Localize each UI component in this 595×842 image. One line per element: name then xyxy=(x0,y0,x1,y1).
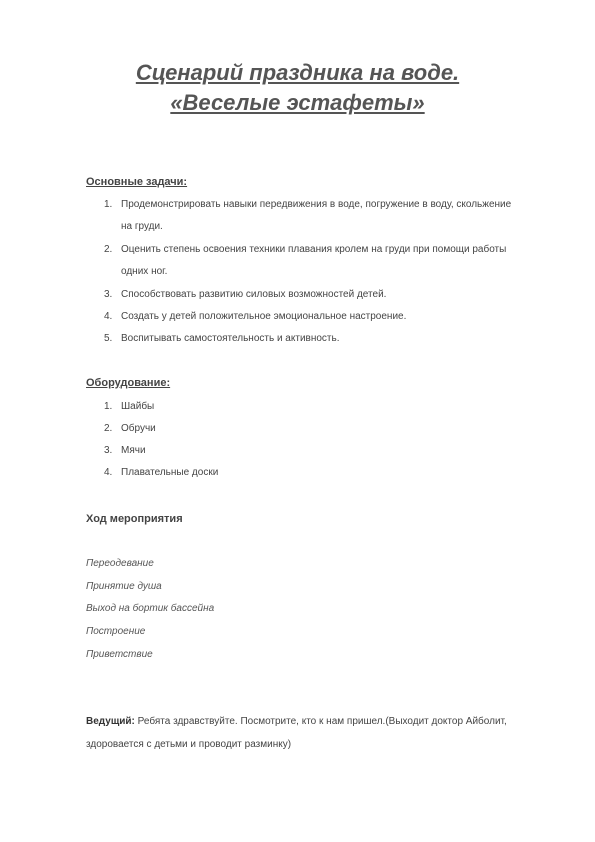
task-item-number: 2. xyxy=(104,244,113,255)
task-item-number: 3. xyxy=(104,289,113,300)
equipment-heading: Оборудование: xyxy=(86,377,171,389)
dialogue-line-1 xyxy=(86,710,546,733)
tasks-heading: Основные задачи: xyxy=(86,176,188,188)
dialogue-line-2: здоровается с детьми и проводит разминку) xyxy=(86,739,292,750)
equipment-item-text: Обручи xyxy=(121,423,156,434)
task-item-text: Продемонстрировать навыки передвижения в воде, погружение в воду, скольжение xyxy=(121,199,512,210)
equipment-item-text: Плавательные доски xyxy=(121,467,219,478)
page-title-line-2: «Веселые эстафеты» xyxy=(170,90,425,115)
equipment-item-number: 3. xyxy=(104,445,113,456)
task-item-text: одних ног. xyxy=(121,266,168,277)
event-step-3: Выход на бортик бассейна xyxy=(86,603,215,614)
event-heading: Ход мероприятия xyxy=(86,513,183,525)
equipment-item-number: 1. xyxy=(104,401,113,412)
task-item-text: Создать у детей положительное эмоциональное настроение. xyxy=(121,311,407,322)
event-step-1: Переодевание xyxy=(86,558,154,569)
task-item-text: Оценить степень освоения техники плавания кролем на груди при помощи работы xyxy=(121,244,507,255)
event-step-4: Построение xyxy=(86,626,146,637)
task-item-text: Воспитывать самостоятельность и активность. xyxy=(121,333,340,344)
equipment-item-number: 2. xyxy=(104,423,113,434)
equipment-item-text: Мячи xyxy=(121,445,146,456)
page-title-line-1: Сценарий праздника на воде. xyxy=(135,60,460,85)
equipment-item-text: Шайбы xyxy=(121,401,155,412)
dialogue-text: Ребята здравствуйте. Посмотрите, кто к нам пришел.(Выходит доктор Айболит, xyxy=(134,716,507,727)
speaker-label: Ведущий: xyxy=(86,716,135,727)
task-item-number: 5. xyxy=(104,333,113,344)
event-step-5: Приветствие xyxy=(86,649,153,660)
task-item-text: на груди. xyxy=(121,221,163,232)
task-item-number: 4. xyxy=(104,311,113,322)
equipment-item-number: 4. xyxy=(104,467,113,478)
event-step-2: Принятие душа xyxy=(86,581,162,592)
task-item-text: Способствовать развитию силовых возможностей детей. xyxy=(121,289,387,300)
task-item-number: 1. xyxy=(104,199,113,210)
